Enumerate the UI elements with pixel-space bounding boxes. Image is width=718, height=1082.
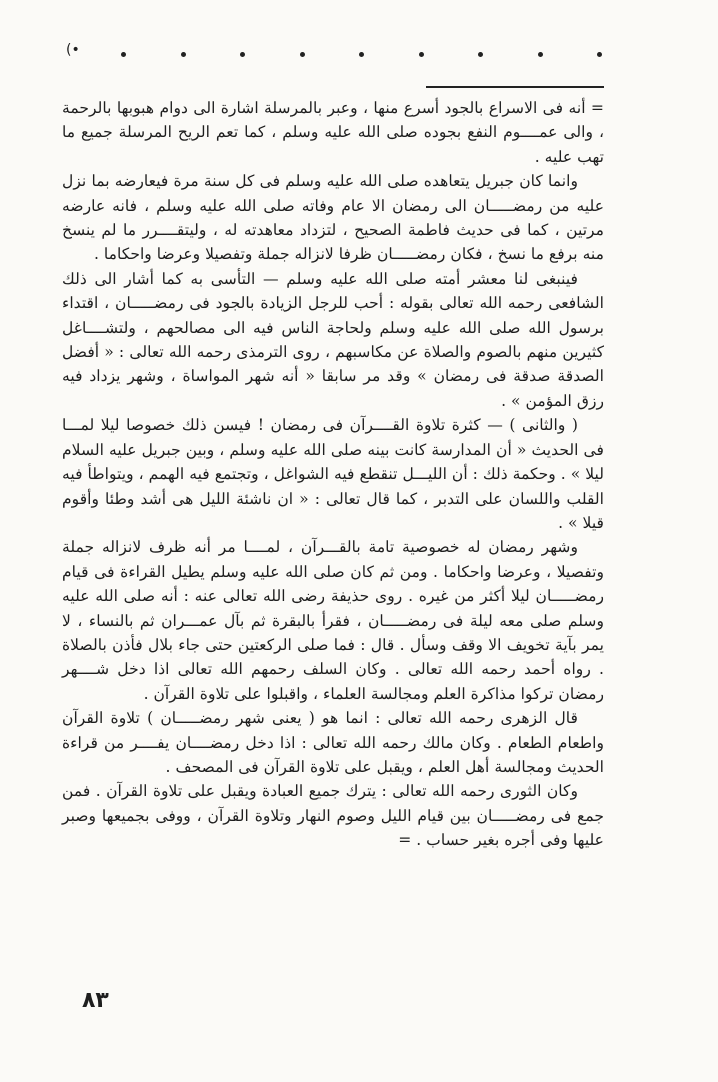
header-rule [426, 86, 604, 88]
paragraph: قال الزهرى رحمه الله تعالى : انما هو ( يعنى شهر رمضـــــان ) تلاوة القرآن واطعام الطعام . وكان مالك رحمه الله تعالى : اذا دخل رمضــــان يفــــر من قراءة الحديث ومجالسة أهل العلم ، ويقبل على تلاوة القرآن فى المصحف . [62, 709, 604, 776]
header-dot [359, 52, 364, 57]
header-dot-row [62, 44, 602, 64]
paragraph: فينبغى لنا معشر أمته صلى الله عليه وسلم — التأسى به كما أشار الى ذلك الشافعى رحمه الله تعالى بقوله : أحب للرجل الزيادة بالجود فى رمضـــــان ، اقتداء برسول الله صلى الله عليه وسلم ولحاجة الناس فيه الى مصالحهم ، ولتشــــاغل كثيرين منهم بالصوم والصلاة عن مكاسبهم ، روى الترمذى رحمه الله تعالى : « أفضل الصدقة صدقة فى رمضان » وقد مر سابقا « أنه شهر المواساة ، وشهر يزداد فيه رزق المؤمن » . [62, 269, 604, 410]
header-dot [240, 52, 245, 57]
header-dot [121, 52, 126, 57]
header-dot [419, 52, 424, 57]
page-number: ٨٣ [82, 988, 109, 1013]
header-dot [300, 52, 305, 57]
page-body [62, 96, 604, 853]
paragraph: وشهر رمضان له خصوصية تامة بالقـــرآن ، لمــــا مر أنه ظرف لانزاله جملة وتفصيلا ، وعرضا واحكاما . ومن ثم كان صلى الله عليه وسلم يطيل القراءة فى قيام رمضـــــان ليلا أكثر من غيره . روى حذيفة رضى الله تعالى عنه : أنه صلى الله عليه وسلم صلى معه ليلة فى رمضـــــان ، فقرأ بالبقرة ثم بآل عمـــران ثم بالنساء ، لا يمر بآية تخويف الا وقف وسأل . قال : فما صلى الركعتين حتى جاء بلال فأذن بالصلاة . رواه أحمد رحمه الله تعالى . وكان السلف رحمهم الله تعالى اذا دخل شــــهر رمضان تركوا مذاكرة العلم ومجالسة العلماء ، واقبلوا على تلاوة القرآن . [62, 538, 604, 703]
header-dot [478, 52, 483, 57]
paragraph: وكان الثورى رحمه الله تعالى : يترك جميع العبادة ويقبل على تلاوة القرآن . فمن جمع فى رمضـــــان بين قيام الليل وصوم النهار وتلاوة القرآن ، ووفى بجميعها وصبر عليها وفى أجره بغير حساب . = [62, 782, 604, 850]
header-dot [181, 52, 186, 57]
paragraph: ( والثانى ) — كثرة تلاوة القــــرآن فى رمضان ! فيسن ذلك خصوصا ليلا لمـــا فى الحديث « أن المدارسة كانت بينه صلى الله عليه وسلم ، وبين جبريل عليه السلام ليلا » . وحكمة ذلك : أن الليـــل تنقطع فيه الشواغل ، وتجتمع فيه الهمم ، ويتواطأ فيه القلب واللسان على التدبر ، كما قال تعالى : « ان ناشئة الليل هى أشد وطئا وأقوم قيلا » . [62, 416, 604, 532]
paragraph: = أنه فى الاسراع بالجود أسرع منها ، وعبر بالمرسلة اشارة الى دوام هبوبها بالرحمة ، والى عمــــوم النفع بجوده صلى الله عليه وسلم ، كما تعم الريح المرسلة جميع ما تهب عليه . [62, 99, 604, 166]
header-marker: (• [66, 42, 80, 58]
paragraph: وانما كان جبريل يتعاهده صلى الله عليه وسلم فى كل سنة مرة فيعارضه بما نزل عليه من رمضـــــان الى رمضان الا عام وفاته صلى الله عليه وسلم ، فانه عارضه مرتين ، كما فى حديث فاطمة الصحيح ، لتزداد معاهدته له ، وليتقــــرر ما لم ينسخ منه برفع ما نسخ ، فكان رمضـــــان ظرفا لانزاله جملة وتفصيلا وعرضا واحكاما . [62, 172, 604, 264]
header-dot [597, 52, 602, 57]
header-dot [538, 52, 543, 57]
